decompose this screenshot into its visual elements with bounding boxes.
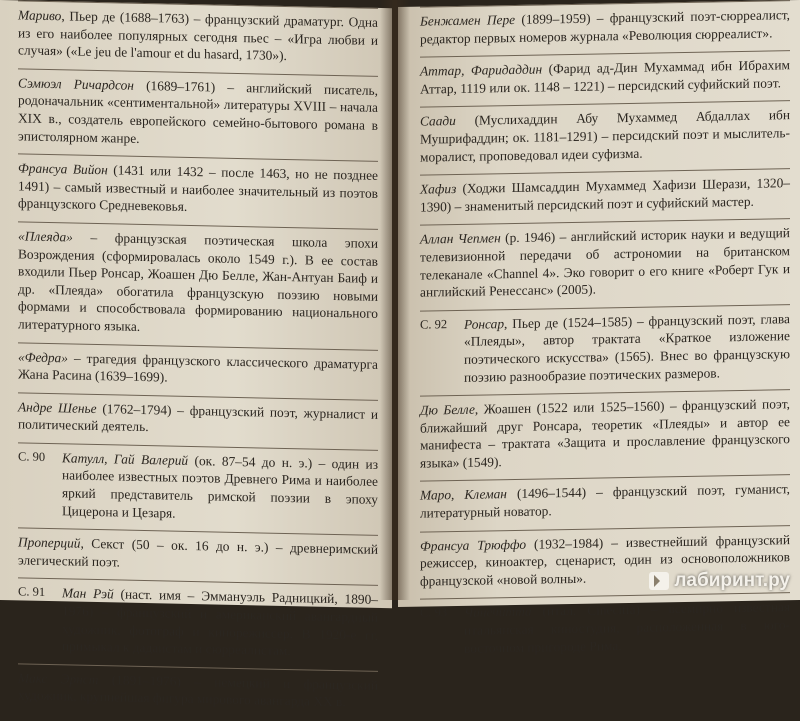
entry-name: Дю Белле	[420, 401, 475, 418]
entry-name: «Плеяда»	[18, 228, 73, 245]
glossary-entry	[420, 304, 790, 387]
page-reference: С. 91	[18, 584, 46, 600]
entry-text: , Пьер де (1524–1585) – французский поэт, глава «Плеяды», автор трактата «Краткое изложение поэтического искусства» (1565). Внес во французскую поэзию разнообразие поэтических размеров.	[464, 310, 790, 385]
page-reference: С. 92	[420, 316, 448, 332]
entry-name: Аттар, Фаридаддин	[420, 61, 543, 79]
glossary-entry	[18, 221, 378, 340]
entry-text: , Пьер де (1688–1763) – французский драматург. Одна из его наиболее популярных сегодня пьес – «Игра любви и случая» («Le jeu de l'amour et du hasard, 1730»).	[18, 8, 378, 64]
entry-name: Андре Шенье	[18, 399, 97, 416]
entry-name: Маро, Клеман	[420, 486, 507, 504]
glossary-entry	[420, 389, 790, 472]
glossary-entry	[18, 392, 378, 441]
glossary-entry	[420, 50, 790, 98]
entry-text: (итал. Cinecittà) – всемирно известная итальянская киностудия, расположенная в юго-восточном пригороде Рима.	[464, 599, 790, 656]
entry-name: Ман Рэй	[62, 585, 114, 602]
entry-text: (наст. имя – Эммануэль Радницкий, 1890–1976) – французский и американский авангардный художник, фотограф и кинорежиссер. В 1920-е гг. примыкал к дадаистам и сюрреалистам.	[62, 586, 378, 659]
entry-name: Сэмюэл Ричардсон	[18, 75, 134, 93]
right-page-column	[420, 0, 790, 667]
entry-name: Ронсар	[464, 315, 505, 332]
left-page	[0, 0, 392, 710]
entry-text: (1899–1959) – французский поэт-сюрреалист, редактор первых номеров журнала «Революция сюрреалист».	[420, 7, 790, 47]
entry-text: (1932–1984) – известнейший французский режиссер, киноактер, сценарист, один из основоположников французской «новой волны».	[420, 531, 790, 589]
entry-name: Проперций	[18, 534, 81, 551]
glossary-entry	[18, 442, 378, 526]
glossary-entry	[420, 101, 790, 166]
glossary-entry	[18, 528, 378, 577]
glossary-entry	[420, 475, 790, 523]
entry-name: Чинечитта	[464, 604, 532, 621]
entry-text: (1891–1976) – немецкий и французский художник, крупнейшая фигура мирового авангарда XX в.	[18, 671, 378, 710]
entry-text: – трагедия французского классического драматурга Жана Расина (1639–1699).	[18, 349, 378, 385]
glossary-entry	[18, 342, 378, 391]
left-page-column	[18, 0, 378, 721]
glossary-entry	[420, 168, 790, 216]
entry-name: «Федра»	[18, 348, 68, 365]
watermark-text: лабиринт.ру	[674, 570, 790, 591]
glossary-entry	[18, 663, 378, 712]
glossary-entry	[420, 219, 790, 302]
entry-name: Аллан Чепмен	[420, 230, 501, 247]
labirint-watermark	[649, 570, 790, 592]
glossary-entry	[18, 0, 378, 66]
entry-text: , Жоашен (1522 или 1525–1560) – французский поэт, ближайший друг Ронсара, теоретик «Плеяды» и автор ее манифеста – трактата «Защита и прославление французского языка» (1549).	[420, 396, 790, 471]
entry-text: (Ходжи Шамсаддин Мухаммед Хафизи Шерази, 1320–1390) – знаменитый персидский поэт и суфийский мастер.	[420, 175, 790, 215]
entry-text: – французская поэтическая школа эпохи Возрождения (сформировалась около 1549 г.). В ее состав входили Пьер Ронсар, Жоашен Дю Белле, Жан-Антуан Баиф и др. «Плеяда» обогатила французскую поэзию новыми формами и способствовала формированию национального литературного языка.	[18, 229, 378, 334]
glossary-entry	[420, 0, 790, 48]
entry-text: (Муслихаддин Абу Мухаммед Абдаллах ибн Мушрифаддин; ок. 1181–1291) – персидский поэт и мыслитель-моралист, проповедовал идеи суфизма.	[420, 107, 790, 165]
entry-name: Макс Эрнст	[18, 670, 99, 687]
page-reference: С. 90	[18, 449, 46, 464]
entry-text: (1431 или 1432 – после 1463, но не позднее 1491) – самый известный и наиболее значительный из поэтов французского Средневековья.	[18, 162, 378, 215]
entry-name: Хафиз	[420, 181, 457, 197]
glossary-entry	[18, 578, 378, 662]
entry-text: (1762–1794) – французский поэт, журналист и политический деятель.	[18, 400, 378, 435]
entry-text: (р. 1946) – английский историк науки и ведущий телевизионной передачи об астрономии на британском телеканале «Channel 4». Эко говорит о его книге «Роберт Гук и английский Ренессанс» (2005).	[420, 225, 790, 300]
glossary-entry	[18, 154, 378, 220]
entry-text: (1496–1544) – французский поэт, гуманист, литературный новатор.	[420, 481, 790, 521]
glossary-entry	[420, 593, 790, 658]
glossary-entry	[18, 68, 378, 152]
entry-name: Франсуа Вийон	[18, 160, 108, 178]
entry-text: (Фарид ад-Дин Мухаммад ибн Ибрахим Аттар, 1119 или ок. 1148 – 1221) – персидский суфийский поэт.	[420, 57, 790, 97]
entry-text: (1689–1761) – английский писатель, родоначальник «сентиментальной» литературы XVIII – начала XIX в., создатель европейского семейно-бытового романа в эпистолярном жанре.	[18, 77, 379, 146]
entry-text: (ок. 87–54 до н. э.) – один из наиболее известных поэтов Древнего Рима и наиболее яркий представитель римской поэзии в эпоху Цицерона и Цезаря.	[62, 452, 378, 521]
entry-text: , Секст (50 – ок. 16 до н. э.) – древнеримский элегический поэт.	[18, 535, 378, 570]
page-reference: С. 93	[420, 605, 448, 621]
right-page	[398, 0, 800, 656]
entry-name: Мариво	[18, 7, 62, 24]
labirint-logo-icon	[649, 572, 669, 590]
entry-name: Франсуа Трюффо	[420, 536, 527, 554]
book-gutter-shadow	[380, 0, 410, 600]
entry-name: Бенжамен Пере	[420, 11, 516, 29]
entry-name: Катулл, Гай Валерий	[62, 450, 189, 468]
entry-name: Саади	[420, 113, 456, 130]
